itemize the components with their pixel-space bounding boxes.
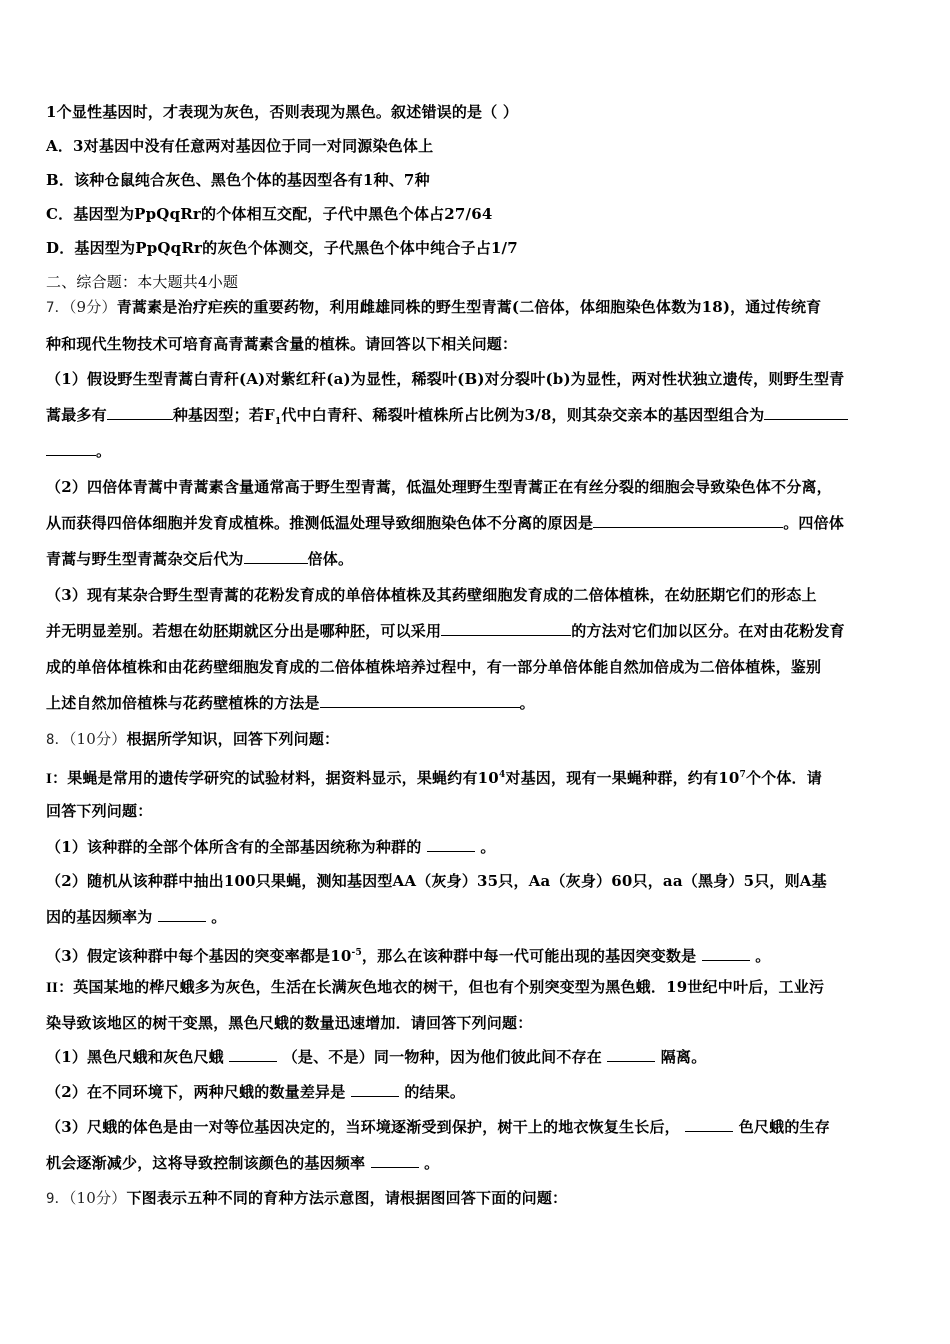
answer-blank[interactable] (244, 549, 308, 564)
text: 隔离。 (660, 1048, 707, 1066)
q7-part2-line-1: （2）四倍体青蒿中青蒿素含量通常高于野生型青蒿，低温处理野生型青蒿正在有丝分裂的细胞会导致染色体不分离， (46, 478, 832, 496)
answer-blank[interactable] (320, 693, 520, 708)
answer-blank[interactable] (229, 1047, 277, 1062)
text: 。 (96, 442, 112, 460)
question-score: （10分） (68, 730, 127, 748)
text: 。 (211, 908, 227, 926)
text: 蒿最多有 (46, 406, 107, 424)
answer-blank[interactable] (702, 946, 750, 961)
part-label: II (46, 980, 59, 996)
q6-stem-end (46, 102, 518, 122)
q7-part3-line-3: 成的单倍体植株和由花药壁细胞发育成的二倍体植株培养过程中，有一部分单倍体能自然加倍成为二倍体植株，鉴别 (46, 658, 822, 676)
superscript: 4 (498, 770, 506, 780)
q7-intro-text: 青蒿素是治疗疟疾的重要药物，利用雌雄同株的野生型青蒿(二倍体，体细胞染色体数为18)，通过传统育 (116, 298, 822, 316)
q7-part1-line-3 (46, 441, 111, 461)
q9-intro (46, 1188, 567, 1209)
text: 从而获得四倍体细胞并发育成植株。推测低温处理导致细胞染色体不分离的原因是 (46, 514, 594, 532)
q8-part-i-line-2: 回答下列问题： (46, 802, 153, 820)
text: 色尺蛾的生存 (738, 1118, 830, 1136)
q8-i3 (46, 943, 770, 966)
option-label: D． (46, 239, 75, 257)
question-number: 7． (46, 300, 69, 316)
text: 。 (480, 838, 496, 856)
q8-ii3-line-1 (46, 1117, 830, 1137)
text: 。四倍体 (783, 514, 845, 532)
part-label: I (46, 771, 53, 787)
text: 个个体．请 (745, 769, 822, 787)
q8-ii2 (46, 1082, 465, 1102)
option-label: A． (46, 137, 74, 155)
q6-option-a (46, 136, 433, 156)
q8-part-i-line-1 (46, 765, 822, 789)
q8-i2-line-2 (46, 907, 226, 927)
superscript: -5 (351, 948, 362, 958)
text: （3）尺蛾的体色是由一对等位基因决定的，当环境逐渐受到保护，树干上的地衣恢复生长后， (46, 1118, 680, 1136)
answer-blank[interactable] (351, 1082, 399, 1097)
text: （3）假定该种群中每个基因的突变率都是10 (46, 947, 352, 965)
answer-blank[interactable] (685, 1117, 733, 1132)
q7-intro-line-2: 种和现代生物技术可培育高青蒿素含量的植株。请回答以下相关问题： (46, 335, 518, 353)
q7-part2-line-2 (46, 513, 844, 533)
q6-option-b (46, 170, 430, 190)
text: 代中白青秆、稀裂叶植株所占比例为3/8，则其杂交亲本的基因型组合为 (281, 406, 765, 424)
option-label: C． (46, 205, 74, 223)
text: 的结果。 (404, 1083, 466, 1101)
q7-intro-line-1 (46, 297, 821, 318)
answer-blank[interactable] (593, 513, 783, 528)
text: ，那么在该种群中每一代可能出现的基因突变数是 (361, 947, 697, 965)
option-text: 该种仓鼠纯合灰色、黑色个体的基因型各有1种、7种 (74, 171, 430, 189)
q6-option-c (46, 204, 492, 224)
answer-blank[interactable] (107, 405, 173, 420)
q6-stem-text: 1个显性基因时，才表现为灰色，否则表现为黑色。叙述错误的是（ ） (46, 103, 519, 121)
question-score: （9分） (68, 298, 117, 316)
answer-blank[interactable] (46, 441, 96, 456)
q8-part-ii-line-1 (46, 977, 824, 998)
text: 。 (424, 1154, 440, 1172)
q8-intro (46, 729, 339, 750)
text: 的方法对它们加以区分。在对由花粉发育 (571, 622, 845, 640)
text: （1）该种群的全部个体所含有的全部基因统称为种群的 (46, 838, 422, 856)
q6-option-d (46, 238, 518, 258)
text: 因的基因频率为 (46, 908, 153, 926)
text: 青蒿与野生型青蒿杂交后代为 (46, 550, 244, 568)
text: ：英国某地的桦尺蛾多为灰色，生活在长满灰色地衣的树干，但也有个别突变型为黑色蛾．19世纪中叶后，工业污 (58, 978, 825, 996)
q8-part-ii-line-2: 染导致该地区的树干变黑，黑色尺蛾的数量迅速增加．请回答下列问题： (46, 1014, 533, 1032)
section-title: 二、综合题：本大题共4小题 (46, 273, 239, 291)
text: 上述自然加倍植株与花药壁植株的方法是 (46, 694, 320, 712)
answer-blank[interactable] (441, 621, 571, 636)
text: 机会逐渐减少，这将导致控制该颜色的基因频率 (46, 1154, 366, 1172)
text: （2）在不同环境下，两种尺蛾的数量差异是 (46, 1083, 346, 1101)
q8-i1 (46, 837, 496, 857)
q7-part1-line-1: （1）假设野生型青蒿白青秆(A)对紫红秆(a)为显性，稀裂叶(B)对分裂叶(b)为显性，两对性状独立遗传，则野生型青 (46, 370, 845, 388)
q7-part3-line-4 (46, 693, 535, 713)
q7-part3-line-1: （3）现有某杂合野生型青蒿的花粉发育成的单倍体植株及其药壁细胞发育成的二倍体植株，在幼胚期它们的形态上 (46, 586, 817, 604)
text: 。 (755, 947, 771, 965)
subscript: 1 (274, 417, 282, 427)
question-number: 9． (46, 1191, 69, 1207)
text: 根据所学知识，回答下列问题： (126, 730, 340, 748)
q8-ii3-line-2 (46, 1153, 439, 1173)
q7-part3-line-2 (46, 621, 845, 641)
text: 对基因，现有一果蝇种群，约有10 (505, 769, 740, 787)
answer-blank[interactable] (427, 837, 475, 852)
text: （1）黑色尺蛾和灰色尺蛾 (46, 1048, 224, 1066)
text: （是、不是）同一物种，因为他们彼此间不存在 (282, 1048, 602, 1066)
question-number: 8． (46, 732, 69, 748)
text: 并无明显差别。若想在幼胚期就区分出是哪种胚，可以采用 (46, 622, 442, 640)
text: 下图表示五种不同的育种方法示意图，请根据图回答下面的问题： (126, 1189, 568, 1207)
text: 倍体。 (307, 550, 354, 568)
answer-blank[interactable] (158, 907, 206, 922)
option-text: 基因型为PpQqRr的灰色个体测交，子代黑色个体中纯合子占1/7 (74, 239, 518, 257)
question-score: （10分） (68, 1189, 127, 1207)
q8-i2-line-1: （2）随机从该种群中抽出100只果蝇，测知基因型AA（灰身）35只，Aa（灰身）60只，aa（黑身）5只，则A基 (46, 872, 827, 890)
text: 种基因型；若F (172, 406, 275, 424)
option-text: 3对基因中没有任意两对基因位于同一对同源染色体上 (73, 137, 434, 155)
q7-part1-line-2 (46, 405, 848, 432)
option-label: B． (46, 171, 75, 189)
superscript: 7 (739, 770, 746, 780)
q8-ii1 (46, 1047, 706, 1067)
answer-blank[interactable] (607, 1047, 655, 1062)
text: 。 (519, 694, 535, 712)
option-text: 基因型为PpQqRr的个体相互交配，子代中黑色个体占27/64 (73, 205, 493, 223)
answer-blank[interactable] (764, 405, 848, 420)
q7-part2-line-3 (46, 549, 353, 569)
answer-blank[interactable] (371, 1153, 419, 1168)
text: ：果蝇是常用的遗传学研究的试验材料，据资料显示，果蝇约有10 (52, 769, 499, 787)
